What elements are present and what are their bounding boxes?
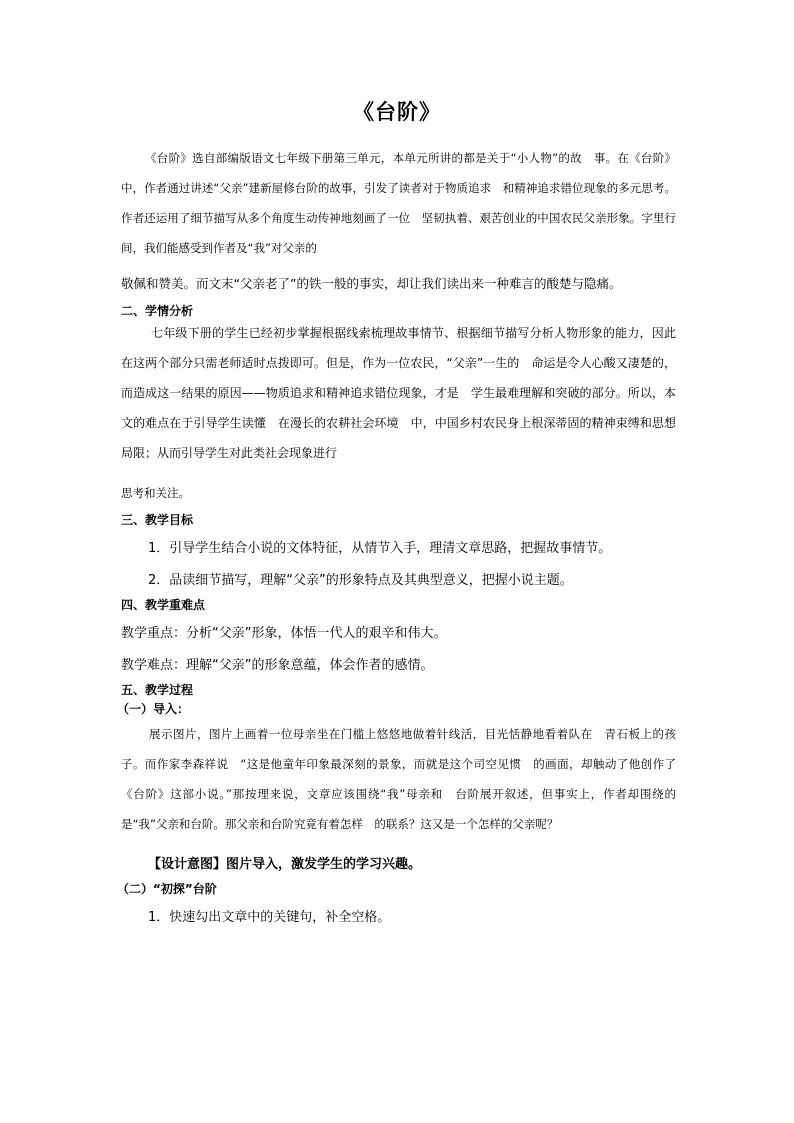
section-heading-student-analysis: 二、学情分析 [121,304,194,318]
student-analysis-paragraph: 七年级下册的学生已经初步掌握根据线索梳理故事情节、根据细节描写分析人物形象的能力，因此在这两个部分只需老师适时点拨即可。但是，作为一位农民，“父亲”一生的 命运是令人心酸又凄楚的，而造成这一结果的原因——物质追求和精神追求错位现象，才是 学生最难理解和突破的部分。所以，本文的难点在于引导学生读懂 在漫长的农耕社会环境 中，中国乡村农民身上根深蒂固的精神束缚和思想局限；从而引导学生对此类社会现象进行 [121,326,676,460]
design-intent: 【设计意图】图片导入，激发学生的学习兴趣。 [148,857,422,872]
difficulty-text: 教学难点：理解“父亲”的形象意蕴，体会作者的感情。 [121,658,434,673]
subheading-introduction: （一）导入： [117,702,190,716]
introduction-paragraph: 展示图片，图片上画着一位母亲坐在门槛上悠悠地做着针线活，目光恬静地看着队在 青石板上的孩子。而作家李森祥说 “这是他童年印象最深刻的景象，而就是这个司空见惯 的画面，却触动了他创作了《台阶》这部小说。”那按理来说，文章应该围绕“我”母亲和 台阶展开叙述，但事实上，作者却围绕的是“我”父亲和台阶。那父亲和台阶究竟有着怎样 的联系？这又是一个怎样的父亲呢？ [121,727,676,831]
section-heading-objectives: 三、教学目标 [121,513,194,527]
section-heading-process: 五、教学过程 [121,683,194,697]
section-heading-key-points: 四、教学重难点 [121,598,206,612]
objective-item-1: 1．引导学生结合小说的文体特征，从情节入手，理清文章思路，把握故事情节。 [148,541,612,556]
key-point-text: 教学重点：分析“父亲”形象，体悟一代人的艰辛和伟大。 [121,626,447,641]
first-look-item-1: 1．快速勾出文章中的关键句，补全空格。 [148,910,391,925]
intro-closing-line: 敬佩和赞美。而文末“父亲老了”的铁一般的事实，却让我们读出来一种难言的酸楚与隐痛。 [121,276,622,291]
intro-paragraph: 《台阶》选自部编版语文七年级下册第三单元，本单元所讲的都是关于“小人物”的故 事。在《台阶》中，作者通过讲述“父亲”建新屋修台阶的故事，引发了读者对于物质追求 和精神追求错位现象的多元思考。作者还运用了细节描写从多个角度生动传神地刻画了一位 坚韧执着、艰苦创业的中国农民父亲形象。字里行间，我们能感受到作者及“我”对父亲的 [121,151,676,255]
objective-item-2: 2．品读细节描写，理解“父亲”的形象特点及其典型意义，把握小说主题。 [148,573,573,588]
student-analysis-tail: 思考和关注。 [121,486,190,500]
page-title: 《台阶》 [353,100,441,124]
subheading-first-look: （二）“初探”台阶 [117,882,217,896]
